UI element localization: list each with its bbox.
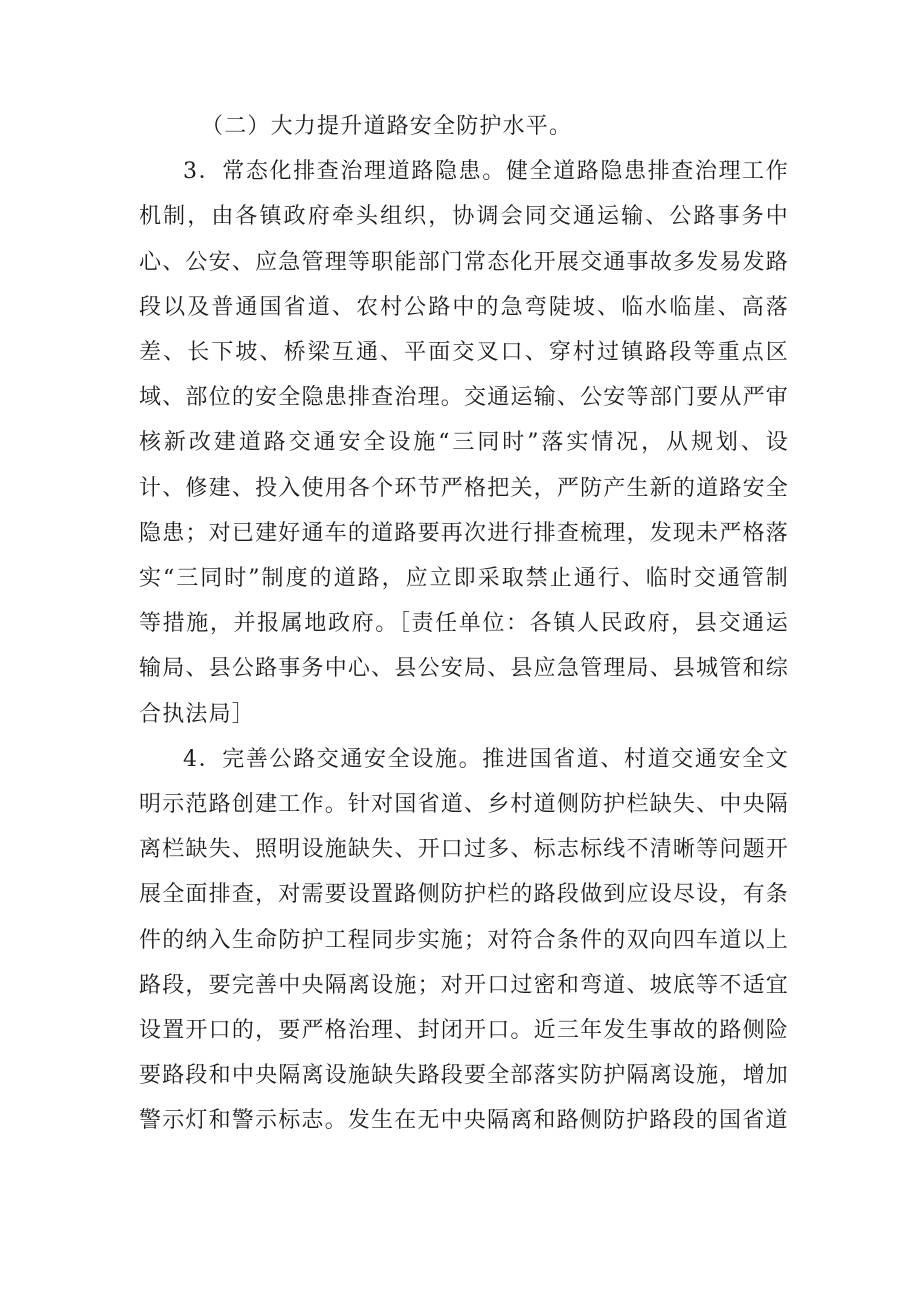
document-body: [139, 104, 789, 1144]
section-heading: （二）大力提升道路安全防护水平。: [201, 114, 573, 139]
paragraph-safety-facilities: 4．完善公路交通安全设施。推进国省道、村道交通安全文明示范路创建工作。针对国省道、乡村道侧防护栏缺失、中央隔离栏缺失、照明设施缺失、开口过多、标志标线不清晰等问题开展全面排查，对需要设置路侧防护栏的路段做到应设尽设，有条件的纳入生命防护工程同步实施；对符合条件的双向四车道以上路段，要完善中央隔离设施；对开口过密和弯道、坡底等不适宜设置开口的，要严格治理、封闭开口。近三年发生事故的路侧险要路段和中央隔离设施缺失路段要全部落实防护隔离设施，增加警示灯和警示标志。发生在无中央隔离和路侧防护路段的国省道: [139, 746, 789, 1134]
paragraph-road-hazard-inspection: 3．常态化排查治理道路隐患。健全道路隐患排查治理工作机制，由各镇政府牵头组织，协调会同交通运输、公路事务中心、公安、应急管理等职能部门常态化开展交通事故多发易发路段以及普通国省道、农村公路中的急弯陡坡、临水临崖、高落差、长下坡、桥梁互通、平面交叉口、穿村过镇路段等重点区域、部位的安全隐患排查治理。交通运输、公安等部门要从严审核新改建道路交通安全设施“三同时”落实情况，从规划、设计、修建、投入使用各个环节严格把关，严防产生新的道路安全隐患；对已建好通车的道路要再次进行排查梳理，发现未严格落实“三同时”制度的道路，应立即采取禁止通行、临时交通管制等措施，并报属地政府。［责任单位：各镇人民政府，县交通运输局、县公路事务中心、县公安局、县应急管理局、县城管和综合执法局］: [139, 159, 789, 727]
